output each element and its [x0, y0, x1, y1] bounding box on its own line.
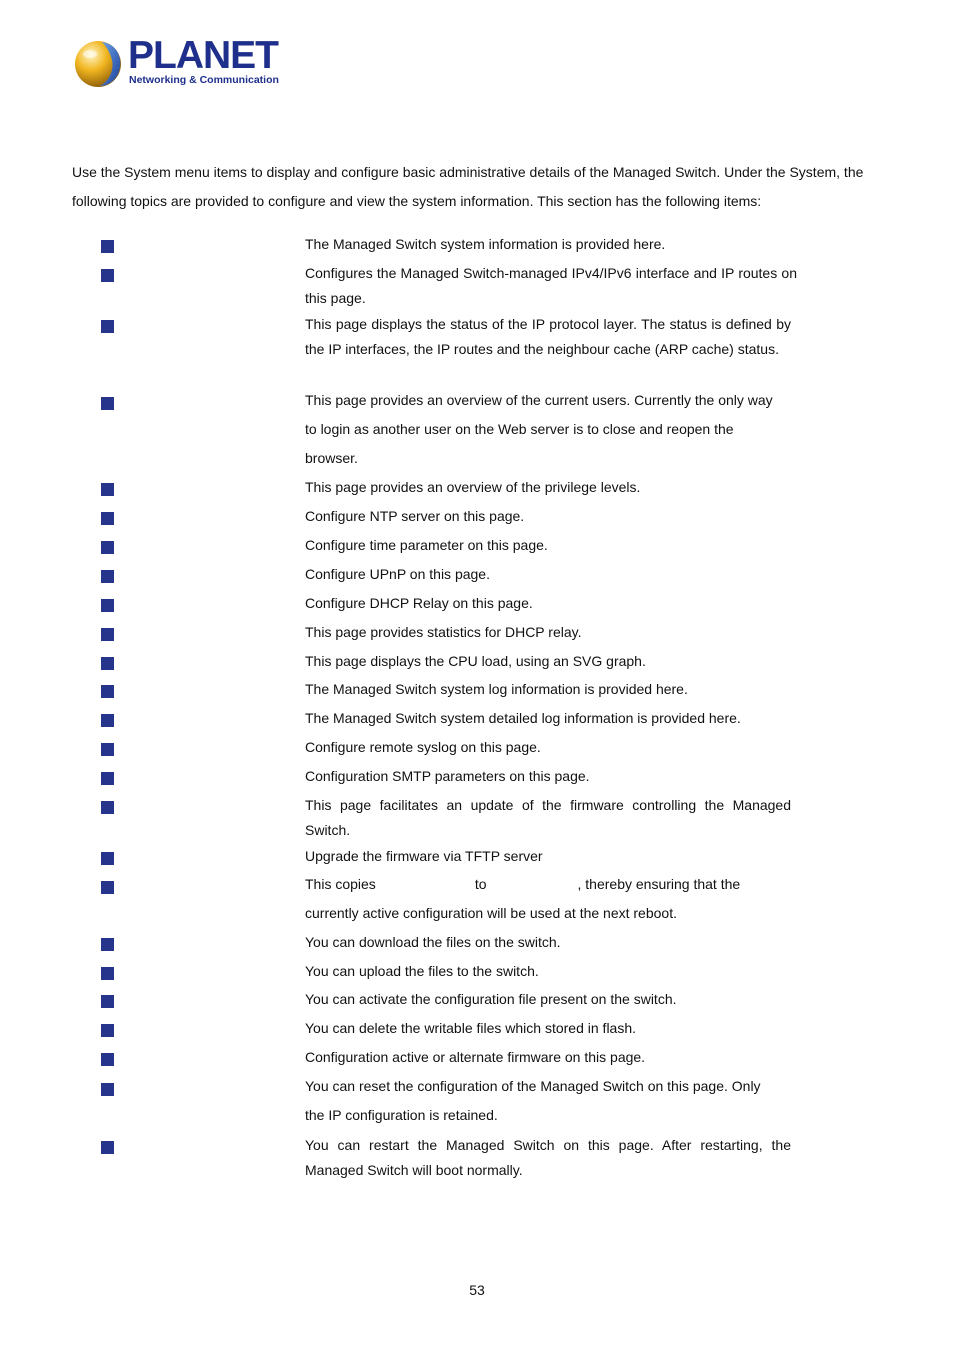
item-description: Configure DHCP Relay on this page. [305, 595, 533, 611]
bullet-square-icon [101, 1141, 114, 1154]
bullet-square-icon [101, 772, 114, 785]
item-description: Configure UPnP on this page. [305, 566, 490, 582]
item-description: Upgrade the firmware via TFTP server [305, 848, 543, 864]
bullet-square-icon [101, 599, 114, 612]
bullet-square-icon [101, 995, 114, 1008]
bullet-square-icon [101, 1083, 114, 1096]
bullet-square-icon [101, 628, 114, 641]
item-description: You can delete the writable files which stored in flash. [305, 1020, 637, 1036]
item-description: You can download the files on the switch. [305, 934, 561, 950]
item-description: The Managed Switch system log information is provided here. [305, 681, 688, 697]
item-description: You can restart the Managed Switch on this page. After restarting, the Managed Switch will boot normally. [305, 1137, 791, 1178]
desc-part: to [474, 876, 487, 892]
item-description: The Managed Switch system information is provided here. [305, 236, 666, 252]
bullet-square-icon [101, 714, 114, 727]
bullet-square-icon [101, 685, 114, 698]
item-description: This page displays the status of the IP protocol layer. The status is defined by the IP interfaces, the IP routes and the neighbour cache (ARP cache) status. [305, 316, 791, 357]
bullet-square-icon [101, 801, 114, 814]
item-description: Configure remote syslog on this page. [305, 739, 541, 755]
item-description: The Managed Switch system detailed log information is provided here. [305, 710, 741, 726]
bullet-square-icon [101, 1053, 114, 1066]
bullet-square-icon [101, 483, 114, 496]
desc-part: currently active configuration will be used at the next reboot. [305, 905, 677, 921]
item-description: You can activate the configuration file present on the switch. [305, 991, 677, 1007]
item-description: Configuration active or alternate firmware on this page. [305, 1049, 646, 1065]
item-description: You can upload the files to the switch. [305, 963, 539, 979]
bullet-square-icon [101, 570, 114, 583]
globe-icon [72, 36, 126, 90]
item-description: This page displays the CPU load, using an SVG graph. [305, 653, 646, 669]
item-description: Configure NTP server on this page. [305, 508, 525, 524]
bullet-square-icon [101, 938, 114, 951]
logo-tagline: Networking & Communication [129, 74, 279, 86]
item-description: Configuration SMTP parameters on this page. [305, 768, 590, 784]
item-description: Configures the Managed Switch-managed IPv4/IPv6 interface and IP routes on this page. [305, 265, 797, 306]
bullet-square-icon [101, 1024, 114, 1037]
bullet-square-icon [101, 852, 114, 865]
page-number: 53 [469, 1282, 485, 1298]
bullet-square-icon [101, 541, 114, 554]
item-description: You can reset the configuration of the Managed Switch on this page. Only the IP configuration is retained. [305, 1078, 761, 1123]
bullet-square-icon [101, 320, 114, 333]
bullet-square-icon [101, 397, 114, 410]
item-description: Configure time parameter on this page. [305, 537, 548, 553]
bullet-square-icon [101, 967, 114, 980]
desc-part: This copies [305, 876, 376, 892]
bullet-square-icon [101, 657, 114, 670]
item-description: This page facilitates an update of the firmware controlling the Managed Switch. [305, 797, 791, 838]
bullet-square-icon [101, 240, 114, 253]
bullet-square-icon [101, 743, 114, 756]
item-description: This page provides statistics for DHCP relay. [305, 624, 582, 640]
bullet-square-icon [101, 881, 114, 894]
item-description: This page provides an overview of the current users. Currently the only way to login as another user on the Web server is to close and reopen the browser. [305, 392, 773, 466]
bullet-square-icon [101, 269, 114, 282]
bullet-square-icon [101, 512, 114, 525]
planet-logo [72, 34, 279, 92]
intro-paragraph: Use the System menu items to display and configure basic administrative details of the Managed Switch. Under the System, the following topics are provided to configure and view the system information. This section has the following items: [72, 164, 864, 209]
desc-part: , thereby ensuring that the [577, 876, 741, 892]
item-description [305, 870, 805, 928]
logo-wordmark: PLANET [128, 34, 278, 77]
item-description: This page provides an overview of the privilege levels. [305, 479, 641, 495]
